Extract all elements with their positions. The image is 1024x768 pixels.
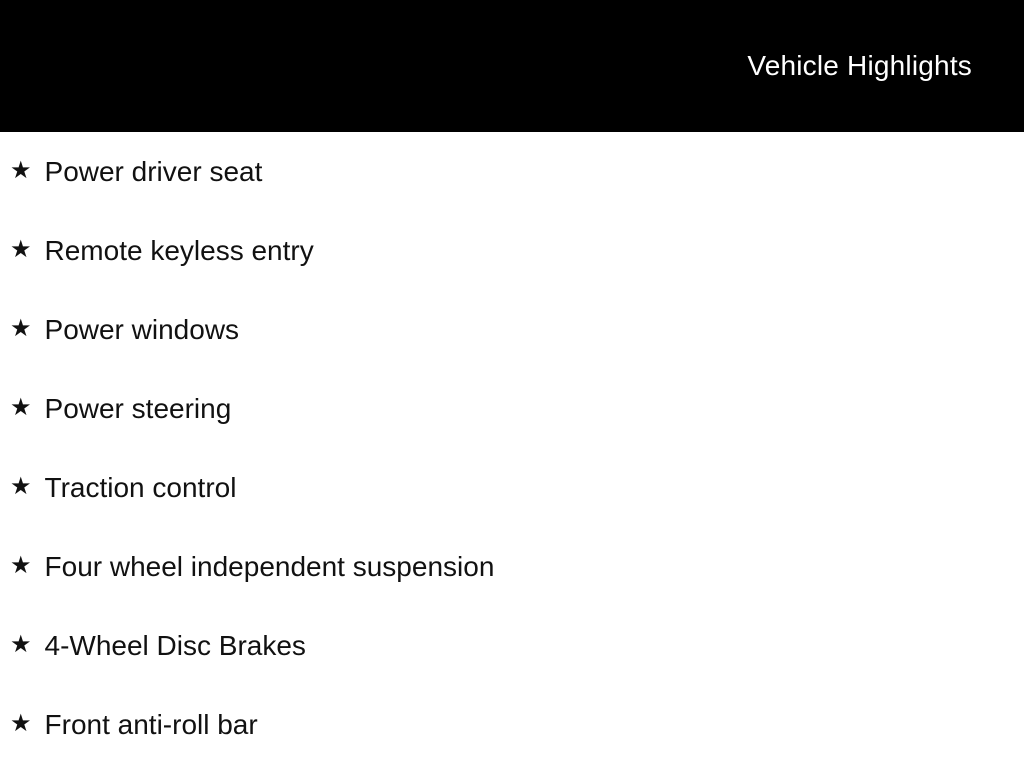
- header-bar: [0, 0, 1024, 132]
- list-item: [0, 606, 1024, 685]
- list-item: [0, 369, 1024, 448]
- star-icon: ★: [10, 235, 32, 263]
- highlights-list: [0, 132, 1024, 764]
- star-icon: ★: [10, 472, 32, 500]
- list-item-label: Power windows: [44, 313, 240, 345]
- list-item: [0, 290, 1024, 369]
- page-title: Vehicle Highlights: [747, 50, 972, 81]
- star-icon: ★: [10, 630, 32, 658]
- list-item: [0, 685, 1024, 764]
- list-item: [0, 448, 1024, 527]
- list-item-label: Traction control: [44, 471, 237, 503]
- highlights-section: [0, 132, 1024, 764]
- list-item-label: Power steering: [44, 392, 232, 424]
- star-icon: ★: [10, 709, 32, 737]
- star-icon: ★: [10, 393, 32, 421]
- list-item-label: Power driver seat: [44, 155, 263, 187]
- star-icon: ★: [10, 156, 32, 184]
- list-item-label: Remote keyless entry: [44, 234, 314, 266]
- list-item: [0, 527, 1024, 606]
- star-icon: ★: [10, 551, 32, 579]
- star-icon: ★: [10, 314, 32, 342]
- list-item-label: Four wheel independent suspension: [44, 550, 495, 582]
- list-item-label: 4-Wheel Disc Brakes: [44, 629, 306, 661]
- list-item-label: Front anti-roll bar: [44, 708, 258, 740]
- list-item: [0, 132, 1024, 211]
- list-item: [0, 211, 1024, 290]
